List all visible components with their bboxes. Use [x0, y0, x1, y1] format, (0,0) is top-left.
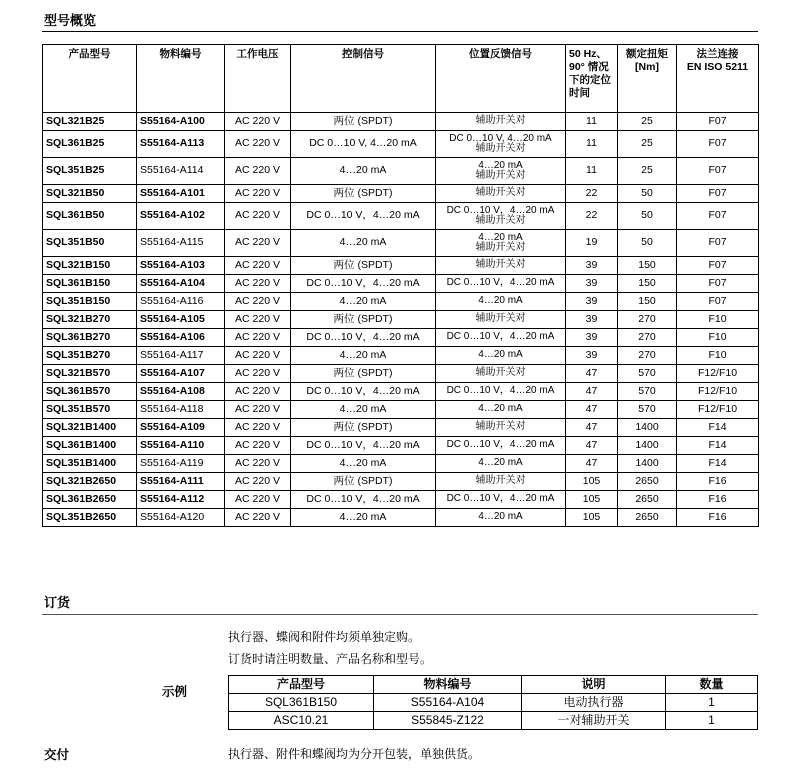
- cell-feedback-signal: [436, 455, 566, 473]
- feedback-line: 辅助开关对: [475, 475, 526, 487]
- table-row: [43, 365, 759, 383]
- table-row: [43, 275, 759, 293]
- cell-control-signal: 两位 (SPDT): [291, 311, 436, 329]
- model-overview-table: [42, 44, 759, 527]
- cell-voltage: AC 220 V: [225, 131, 291, 158]
- header-positioning-time: 50 Hz、90° 情况下的定位时间: [566, 45, 618, 113]
- cell-voltage: AC 220 V: [225, 203, 291, 230]
- feedback-line: 辅助开关对: [475, 367, 526, 379]
- cell-model: SQL361B270: [43, 329, 137, 347]
- cell-feedback-signal: [436, 203, 566, 230]
- example-row: [229, 712, 758, 730]
- cell-control-signal: 两位 (SPDT): [291, 473, 436, 491]
- table-header-row: [43, 45, 759, 113]
- feedback-line: 辅助开关对: [475, 242, 526, 253]
- table-row: [43, 311, 759, 329]
- cell-torque: 150: [618, 275, 677, 293]
- cell-voltage: AC 220 V: [225, 509, 291, 527]
- cell-material: S55164-A100: [137, 113, 225, 131]
- cell-flange: F07: [677, 185, 759, 203]
- cell-model: SQL361B150: [43, 275, 137, 293]
- table-row: [43, 113, 759, 131]
- cell-voltage: AC 220 V: [225, 311, 291, 329]
- feedback-line: 辅助开关对: [475, 313, 526, 325]
- example-cell-quantity: 1: [666, 694, 758, 712]
- cell-torque: 270: [618, 347, 677, 365]
- table-row: [43, 473, 759, 491]
- cell-positioning-time: 47: [566, 365, 618, 383]
- cell-positioning-time: 39: [566, 311, 618, 329]
- header-flange-line1: 法兰连接: [696, 48, 739, 60]
- feedback-line: 辅助开关对: [475, 421, 526, 433]
- cell-material: S55164-A107: [137, 365, 225, 383]
- cell-material: S55164-A104: [137, 275, 225, 293]
- cell-material: S55164-A115: [137, 230, 225, 257]
- cell-feedback-signal: [436, 257, 566, 275]
- cell-flange: F07: [677, 203, 759, 230]
- table-row: [43, 455, 759, 473]
- cell-voltage: AC 220 V: [225, 365, 291, 383]
- feedback-line: 4…20 mA: [478, 295, 523, 307]
- cell-positioning-time: 47: [566, 401, 618, 419]
- feedback-line: DC 0…10 V，4…20 mA: [446, 439, 555, 451]
- cell-flange: F10: [677, 347, 759, 365]
- cell-positioning-time: 47: [566, 437, 618, 455]
- cell-feedback-signal: [436, 275, 566, 293]
- table-row: [43, 158, 759, 185]
- cell-control-signal: 两位 (SPDT): [291, 113, 436, 131]
- cell-control-signal: 两位 (SPDT): [291, 257, 436, 275]
- cell-model: SQL361B25: [43, 131, 137, 158]
- section-title-order: 订货: [44, 596, 71, 611]
- cell-control-signal: 4…20 mA: [291, 293, 436, 311]
- feedback-line: DC 0…10 V，4…20 mA: [446, 204, 555, 216]
- cell-positioning-time: 105: [566, 509, 618, 527]
- table-row: [43, 491, 759, 509]
- cell-positioning-time: 39: [566, 347, 618, 365]
- cell-positioning-time: 22: [566, 185, 618, 203]
- cell-torque: 25: [618, 131, 677, 158]
- table-row: [43, 401, 759, 419]
- cell-material: S55164-A118: [137, 401, 225, 419]
- table-row: [43, 509, 759, 527]
- cell-torque: 570: [618, 383, 677, 401]
- cell-feedback-signal: [436, 491, 566, 509]
- cell-feedback-signal: [436, 509, 566, 527]
- feedback-line: 4…20 mA: [478, 349, 523, 361]
- cell-control-signal: 4…20 mA: [291, 158, 436, 185]
- cell-feedback-signal: [436, 113, 566, 131]
- cell-voltage: AC 220 V: [225, 293, 291, 311]
- cell-flange: F07: [677, 230, 759, 257]
- cell-control-signal: DC 0…10 V，4…20 mA: [291, 383, 436, 401]
- cell-feedback-signal: [436, 158, 566, 185]
- cell-positioning-time: 105: [566, 473, 618, 491]
- cell-model: SQL361B2650: [43, 491, 137, 509]
- table-row: [43, 293, 759, 311]
- cell-feedback-signal: [436, 419, 566, 437]
- cell-voltage: AC 220 V: [225, 473, 291, 491]
- table-row: [43, 419, 759, 437]
- example-header-material: 物料编号: [374, 676, 522, 694]
- cell-torque: 150: [618, 293, 677, 311]
- feedback-line: DC 0…10 V，4…20 mA: [446, 385, 555, 397]
- cell-feedback-signal: [436, 365, 566, 383]
- cell-model: SQL361B1400: [43, 437, 137, 455]
- cell-flange: F10: [677, 311, 759, 329]
- table-row: [43, 383, 759, 401]
- cell-torque: 150: [618, 257, 677, 275]
- cell-positioning-time: 47: [566, 383, 618, 401]
- cell-control-signal: DC 0…10 V，4…20 mA: [291, 275, 436, 293]
- cell-flange: F12/F10: [677, 401, 759, 419]
- cell-material: S55164-A114: [137, 158, 225, 185]
- cell-voltage: AC 220 V: [225, 491, 291, 509]
- cell-model: SQL321B25: [43, 113, 137, 131]
- cell-positioning-time: 105: [566, 491, 618, 509]
- cell-feedback-signal: [436, 293, 566, 311]
- cell-feedback-signal: [436, 329, 566, 347]
- cell-torque: 570: [618, 401, 677, 419]
- table-row: [43, 257, 759, 275]
- cell-voltage: AC 220 V: [225, 113, 291, 131]
- feedback-line: 辅助开关对: [475, 259, 526, 271]
- cell-flange: F16: [677, 509, 759, 527]
- cell-voltage: AC 220 V: [225, 347, 291, 365]
- cell-flange: F07: [677, 293, 759, 311]
- feedback-line: 辅助开关对: [475, 143, 526, 154]
- table-row: [43, 131, 759, 158]
- cell-flange: F12/F10: [677, 383, 759, 401]
- cell-model: SQL351B270: [43, 347, 137, 365]
- example-header-model: 产品型号: [229, 676, 374, 694]
- feedback-line: 辅助开关对: [475, 115, 526, 127]
- example-header-description: 说明: [522, 676, 666, 694]
- cell-material: S55164-A110: [137, 437, 225, 455]
- cell-voltage: AC 220 V: [225, 275, 291, 293]
- cell-model: SQL321B270: [43, 311, 137, 329]
- cell-voltage: AC 220 V: [225, 257, 291, 275]
- example-cell-description: 电动执行器: [522, 694, 666, 712]
- cell-positioning-time: 39: [566, 275, 618, 293]
- order-example-table: [228, 675, 758, 730]
- cell-voltage: AC 220 V: [225, 455, 291, 473]
- feedback-line: 4…20 mA: [478, 457, 523, 469]
- cell-torque: 1400: [618, 437, 677, 455]
- section-divider: [42, 614, 758, 615]
- cell-control-signal: 4…20 mA: [291, 401, 436, 419]
- feedback-line: 4…20 mA: [478, 403, 523, 415]
- cell-material: S55164-A103: [137, 257, 225, 275]
- cell-positioning-time: 11: [566, 113, 618, 131]
- header-control: 控制信号: [291, 45, 436, 113]
- cell-material: S55164-A109: [137, 419, 225, 437]
- header-feedback: 位置反馈信号: [436, 45, 566, 113]
- cell-torque: 25: [618, 158, 677, 185]
- cell-material: S55164-A105: [137, 311, 225, 329]
- cell-control-signal: 4…20 mA: [291, 347, 436, 365]
- cell-feedback-signal: [436, 473, 566, 491]
- cell-model: SQL321B1400: [43, 419, 137, 437]
- header-flange-line2: EN ISO 5211: [686, 61, 749, 74]
- cell-feedback-signal: [436, 230, 566, 257]
- cell-flange: F07: [677, 275, 759, 293]
- cell-voltage: AC 220 V: [225, 329, 291, 347]
- cell-torque: 25: [618, 113, 677, 131]
- cell-positioning-time: 39: [566, 293, 618, 311]
- cell-feedback-signal: [436, 131, 566, 158]
- cell-control-signal: DC 0…10 V，4…20 mA: [291, 203, 436, 230]
- cell-voltage: AC 220 V: [225, 437, 291, 455]
- cell-model: SQL351B150: [43, 293, 137, 311]
- feedback-line: 4…20 mA: [478, 159, 523, 171]
- table-row: [43, 230, 759, 257]
- cell-feedback-signal: [436, 437, 566, 455]
- cell-model: SQL321B2650: [43, 473, 137, 491]
- cell-positioning-time: 39: [566, 329, 618, 347]
- cell-torque: 2650: [618, 473, 677, 491]
- cell-positioning-time: 19: [566, 230, 618, 257]
- section-title-overview: 型号概览: [44, 14, 97, 29]
- delivery-text: 执行器、附件和蝶阀均为分开包装，单独供货。: [228, 747, 481, 761]
- cell-control-signal: 两位 (SPDT): [291, 185, 436, 203]
- table-row: [43, 437, 759, 455]
- feedback-line: 4…20 mA: [478, 231, 523, 243]
- cell-control-signal: DC 0…10 V，4…20 mA: [291, 329, 436, 347]
- cell-control-signal: 两位 (SPDT): [291, 365, 436, 383]
- cell-control-signal: DC 0…10 V，4…20 mA: [291, 491, 436, 509]
- cell-torque: 270: [618, 311, 677, 329]
- cell-flange: F07: [677, 158, 759, 185]
- cell-material: S55164-A102: [137, 203, 225, 230]
- cell-material: S55164-A113: [137, 131, 225, 158]
- cell-flange: F14: [677, 437, 759, 455]
- feedback-line: 4…20 mA: [478, 511, 523, 523]
- example-header-row: [229, 676, 758, 694]
- example-cell-description: 一对辅助开关: [522, 712, 666, 730]
- cell-flange: F14: [677, 419, 759, 437]
- cell-material: S55164-A108: [137, 383, 225, 401]
- cell-torque: 570: [618, 365, 677, 383]
- cell-positioning-time: 22: [566, 203, 618, 230]
- cell-material: S55164-A101: [137, 185, 225, 203]
- cell-voltage: AC 220 V: [225, 383, 291, 401]
- cell-material: S55164-A119: [137, 455, 225, 473]
- feedback-line: 辅助开关对: [475, 170, 526, 181]
- example-cell-model: ASC10.21: [229, 712, 374, 730]
- header-torque: 额定扭矩 [Nm]: [618, 45, 677, 113]
- cell-voltage: AC 220 V: [225, 401, 291, 419]
- cell-model: SQL321B50: [43, 185, 137, 203]
- cell-control-signal: 4…20 mA: [291, 509, 436, 527]
- example-cell-model: SQL361B150: [229, 694, 374, 712]
- feedback-line: 辅助开关对: [475, 187, 526, 199]
- cell-flange: F07: [677, 131, 759, 158]
- table-row: [43, 203, 759, 230]
- header-model: 产品型号: [43, 45, 137, 113]
- cell-material: S55164-A106: [137, 329, 225, 347]
- cell-control-signal: 4…20 mA: [291, 455, 436, 473]
- cell-model: SQL351B2650: [43, 509, 137, 527]
- cell-model: SQL351B1400: [43, 455, 137, 473]
- cell-material: S55164-A111: [137, 473, 225, 491]
- section-divider: [42, 31, 758, 32]
- cell-flange: F14: [677, 455, 759, 473]
- feedback-line: DC 0…10 V，4…20 mA: [446, 493, 555, 505]
- example-cell-material: S55164-A104: [374, 694, 522, 712]
- cell-voltage: AC 220 V: [225, 185, 291, 203]
- feedback-line: DC 0…10 V, 4…20 mA: [449, 132, 552, 144]
- cell-model: SQL361B570: [43, 383, 137, 401]
- example-cell-quantity: 1: [666, 712, 758, 730]
- header-material: 物料编号: [137, 45, 225, 113]
- cell-flange: F16: [677, 473, 759, 491]
- table-row: [43, 329, 759, 347]
- table-row: [43, 347, 759, 365]
- cell-feedback-signal: [436, 347, 566, 365]
- cell-voltage: AC 220 V: [225, 158, 291, 185]
- cell-torque: 50: [618, 203, 677, 230]
- cell-torque: 2650: [618, 509, 677, 527]
- cell-model: SQL361B50: [43, 203, 137, 230]
- cell-control-signal: DC 0…10 V，4…20 mA: [291, 437, 436, 455]
- cell-model: SQL321B150: [43, 257, 137, 275]
- table-row: [43, 185, 759, 203]
- cell-feedback-signal: [436, 383, 566, 401]
- cell-voltage: AC 220 V: [225, 419, 291, 437]
- cell-flange: F07: [677, 257, 759, 275]
- cell-control-signal: DC 0…10 V, 4…20 mA: [291, 131, 436, 158]
- cell-torque: 270: [618, 329, 677, 347]
- cell-control-signal: 4…20 mA: [291, 230, 436, 257]
- cell-material: S55164-A116: [137, 293, 225, 311]
- order-note-2: 订货时请注明数量、产品名称和型号。: [228, 652, 433, 666]
- header-voltage: 工作电压: [225, 45, 291, 113]
- delivery-label: 交付: [44, 747, 70, 762]
- cell-flange: F10: [677, 329, 759, 347]
- example-row: [229, 694, 758, 712]
- feedback-line: DC 0…10 V，4…20 mA: [446, 277, 555, 289]
- cell-model: SQL351B50: [43, 230, 137, 257]
- cell-positioning-time: 11: [566, 158, 618, 185]
- feedback-line: DC 0…10 V，4…20 mA: [446, 331, 555, 343]
- example-header-quantity: 数量: [666, 676, 758, 694]
- cell-flange: F12/F10: [677, 365, 759, 383]
- cell-feedback-signal: [436, 185, 566, 203]
- cell-feedback-signal: [436, 311, 566, 329]
- cell-model: SQL351B570: [43, 401, 137, 419]
- example-label: 示例: [162, 684, 188, 699]
- cell-control-signal: 两位 (SPDT): [291, 419, 436, 437]
- cell-torque: 50: [618, 230, 677, 257]
- cell-model: SQL321B570: [43, 365, 137, 383]
- cell-positioning-time: 39: [566, 257, 618, 275]
- order-note-1: 执行器、蝶阀和附件均须单独定购。: [228, 630, 421, 644]
- cell-positioning-time: 47: [566, 455, 618, 473]
- cell-positioning-time: 11: [566, 131, 618, 158]
- cell-torque: 1400: [618, 455, 677, 473]
- cell-flange: F07: [677, 113, 759, 131]
- cell-material: S55164-A117: [137, 347, 225, 365]
- cell-model: SQL351B25: [43, 158, 137, 185]
- cell-material: S55164-A120: [137, 509, 225, 527]
- cell-feedback-signal: [436, 401, 566, 419]
- cell-torque: 50: [618, 185, 677, 203]
- cell-voltage: AC 220 V: [225, 230, 291, 257]
- example-cell-material: S55845-Z122: [374, 712, 522, 730]
- cell-torque: 2650: [618, 491, 677, 509]
- cell-material: S55164-A112: [137, 491, 225, 509]
- feedback-line: 辅助开关对: [475, 215, 526, 226]
- cell-torque: 1400: [618, 419, 677, 437]
- cell-flange: F16: [677, 491, 759, 509]
- cell-positioning-time: 47: [566, 419, 618, 437]
- header-flange: [677, 45, 759, 113]
